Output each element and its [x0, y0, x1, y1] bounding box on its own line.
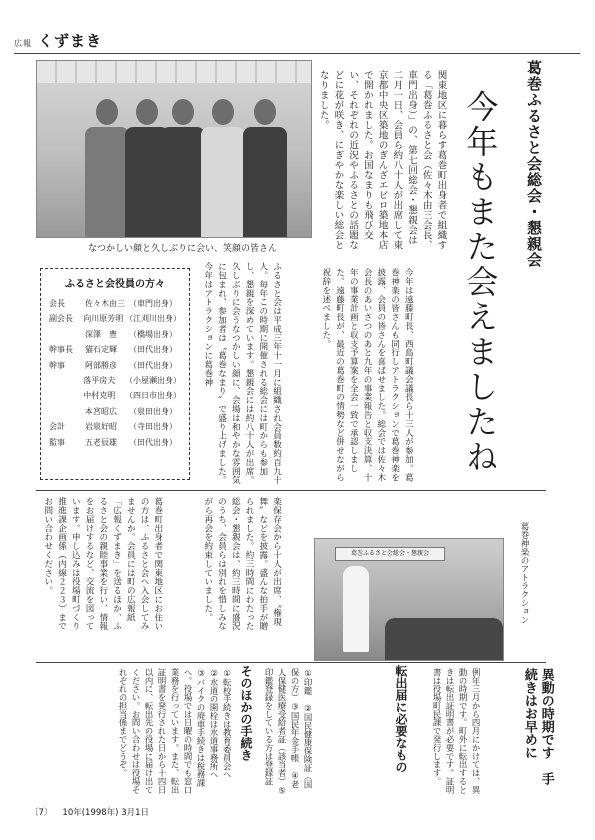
roster-row: 落平房夫 （小屋瀬出身） — [83, 376, 181, 386]
article-kicker: 葛巻ふるさと会総会・懇親会 — [525, 60, 543, 268]
officer-roster — [40, 268, 190, 480]
issue-date: 10年(1998年) 3月1日 — [62, 808, 150, 818]
notice-list: ①転校手続きは教育委員会へ ②水道の開栓は水道事務所へ ③バイクの廃車手続きは税務課へ。役場では日曜の時間でも窓口業務を行っています。また、転出証明書を発行された日から十四日以内に、転出先の役場に届け出てください。お問い合わせは役場それぞれの担当係までどうぞ。 — [118, 668, 233, 794]
article-body-paragraph: 楽保存会から十人が出席、〝権現舞〟などを披露。盛んな拍手が贈られました。約三時間にわたった総会・懇親会は、約三時間に盛況のうち、会員らは別れを惜しみながら再会を約束していました。 — [202, 497, 282, 631]
masthead-title: くずまき — [38, 32, 103, 50]
roster-row: 会長 佐々木由三 （車門出身） — [49, 299, 177, 308]
kagura-photo — [314, 538, 504, 661]
article-body-paragraph: ふるさと会は平成三年十一月に組織され会員数約百九十人。毎年この時期に開催される総会には町からも参加し、懇親を深めています。懇親会には約八十人が出席。久しぶりに会うなつかしい顔に、会場は和やかな雰囲気に包まれ、参加者は〝葛巻なまり〟で盛り上げました。今年はアトラクションに葛巻神 — [202, 262, 282, 485]
masthead-label: 広報 — [14, 39, 32, 48]
roster-row: 会計 岩泉好昭 （寺田出身） — [49, 422, 177, 432]
article-body-paragraph: 今年は遠藤町長、西島町議会議長ら十三人が参加。葛巻神楽の皆さんも同行しアトラクションで葛巻神楽を披露、会員の皆さんを喜ばせました。総会では佐々木会長のあいさつのあと九年の事業報告と収支決算、十年の事業計画と収支予算案を全会一致で承認しました。遠藤町長が、最近の葛巻町の情勢など併せながら祝辞を述べました。 — [320, 268, 414, 482]
roster-title: ふるさと会役員の方々 — [65, 279, 165, 290]
person-figure — [201, 99, 245, 237]
notice-title: 異動の時期です 手続きはお早めに — [521, 668, 554, 785]
article-headline: 今年もまた会えましたね — [461, 90, 500, 475]
notice-subheading: そのほかの手続き — [239, 665, 253, 761]
article-body-paragraph: 葛巻町出身者で関東地区にお住いの方は、ふるさと会へ入会してみませんか。会員には町の広報紙「広報くずまき」を送るほか、ふるさと会の親睦事業を行い、情報をお届けするなど、交流を図っています。申し込みは役場町づくり推進課企画係（内線２２３）までお問い合わせください。 — [42, 497, 163, 631]
dancer-figure — [343, 566, 369, 652]
roster-row: 幹事 阿部勝彦 （田代出身） — [49, 360, 177, 370]
section-divider — [36, 490, 546, 491]
masthead — [14, 30, 102, 52]
group-photo — [36, 60, 312, 238]
section-divider — [36, 662, 546, 663]
article-lead: 関東地区に暮らす葛巻町出身者で組織する「葛巻ふるさと会（佐々木由三会長、車門出身）」の、第七回総会・懇親会は二月一日、会員ら約八十人が出席して東京都中央区築地のぎんざエビロ築地本店で開かれました。お国なまりも飛び交い、それぞれの近況やふるさとの話題などに花が咲き、にぎやかな楽しい総会となりました。 — [317, 70, 447, 250]
roster-row: 本宮昭広 （泉田出身） — [85, 406, 177, 416]
header-rule — [14, 53, 580, 54]
notice-subheading: 転出届に必要なもの — [394, 665, 408, 773]
photo-caption: なつかしい顔と久しぶりに会い、笑顔の皆さん — [88, 244, 278, 254]
roster-row: 深澤 豊 （橋場出身） — [85, 329, 177, 339]
roster-row: 幹事長 猫石定輝 （田代出身） — [49, 345, 177, 355]
person-figure — [161, 99, 205, 237]
notice-intro: 例年三月から四月にかけては、異動の時期です。町外に転出するときは転出証明書が必要です。証明書は役場町民課で発行します。 — [432, 668, 482, 794]
page-number: 〔7〕 — [30, 808, 53, 818]
notice-list: ①印鑑 ②国民健康保険証（国保の方）③国民年金手帳 ④老人保健医療受給者証（該当者）⑤印鑑登録をしている方は登録証 — [264, 668, 314, 796]
page-footer — [30, 806, 149, 818]
photo-caption: 葛巻神楽のアトラクション — [519, 522, 529, 624]
photo-banner: 葛巻ふるさと会総会・懇親会 — [335, 547, 445, 561]
person-figure — [85, 99, 129, 237]
roster-row: 中村克明 （四日市出身） — [83, 391, 181, 401]
roster-row: 監事 五老辰雄 （田代出身） — [49, 437, 177, 447]
person-figure — [243, 99, 287, 237]
roster-row: 副会長 向川原芳明 （江刈川出身） — [49, 314, 181, 324]
